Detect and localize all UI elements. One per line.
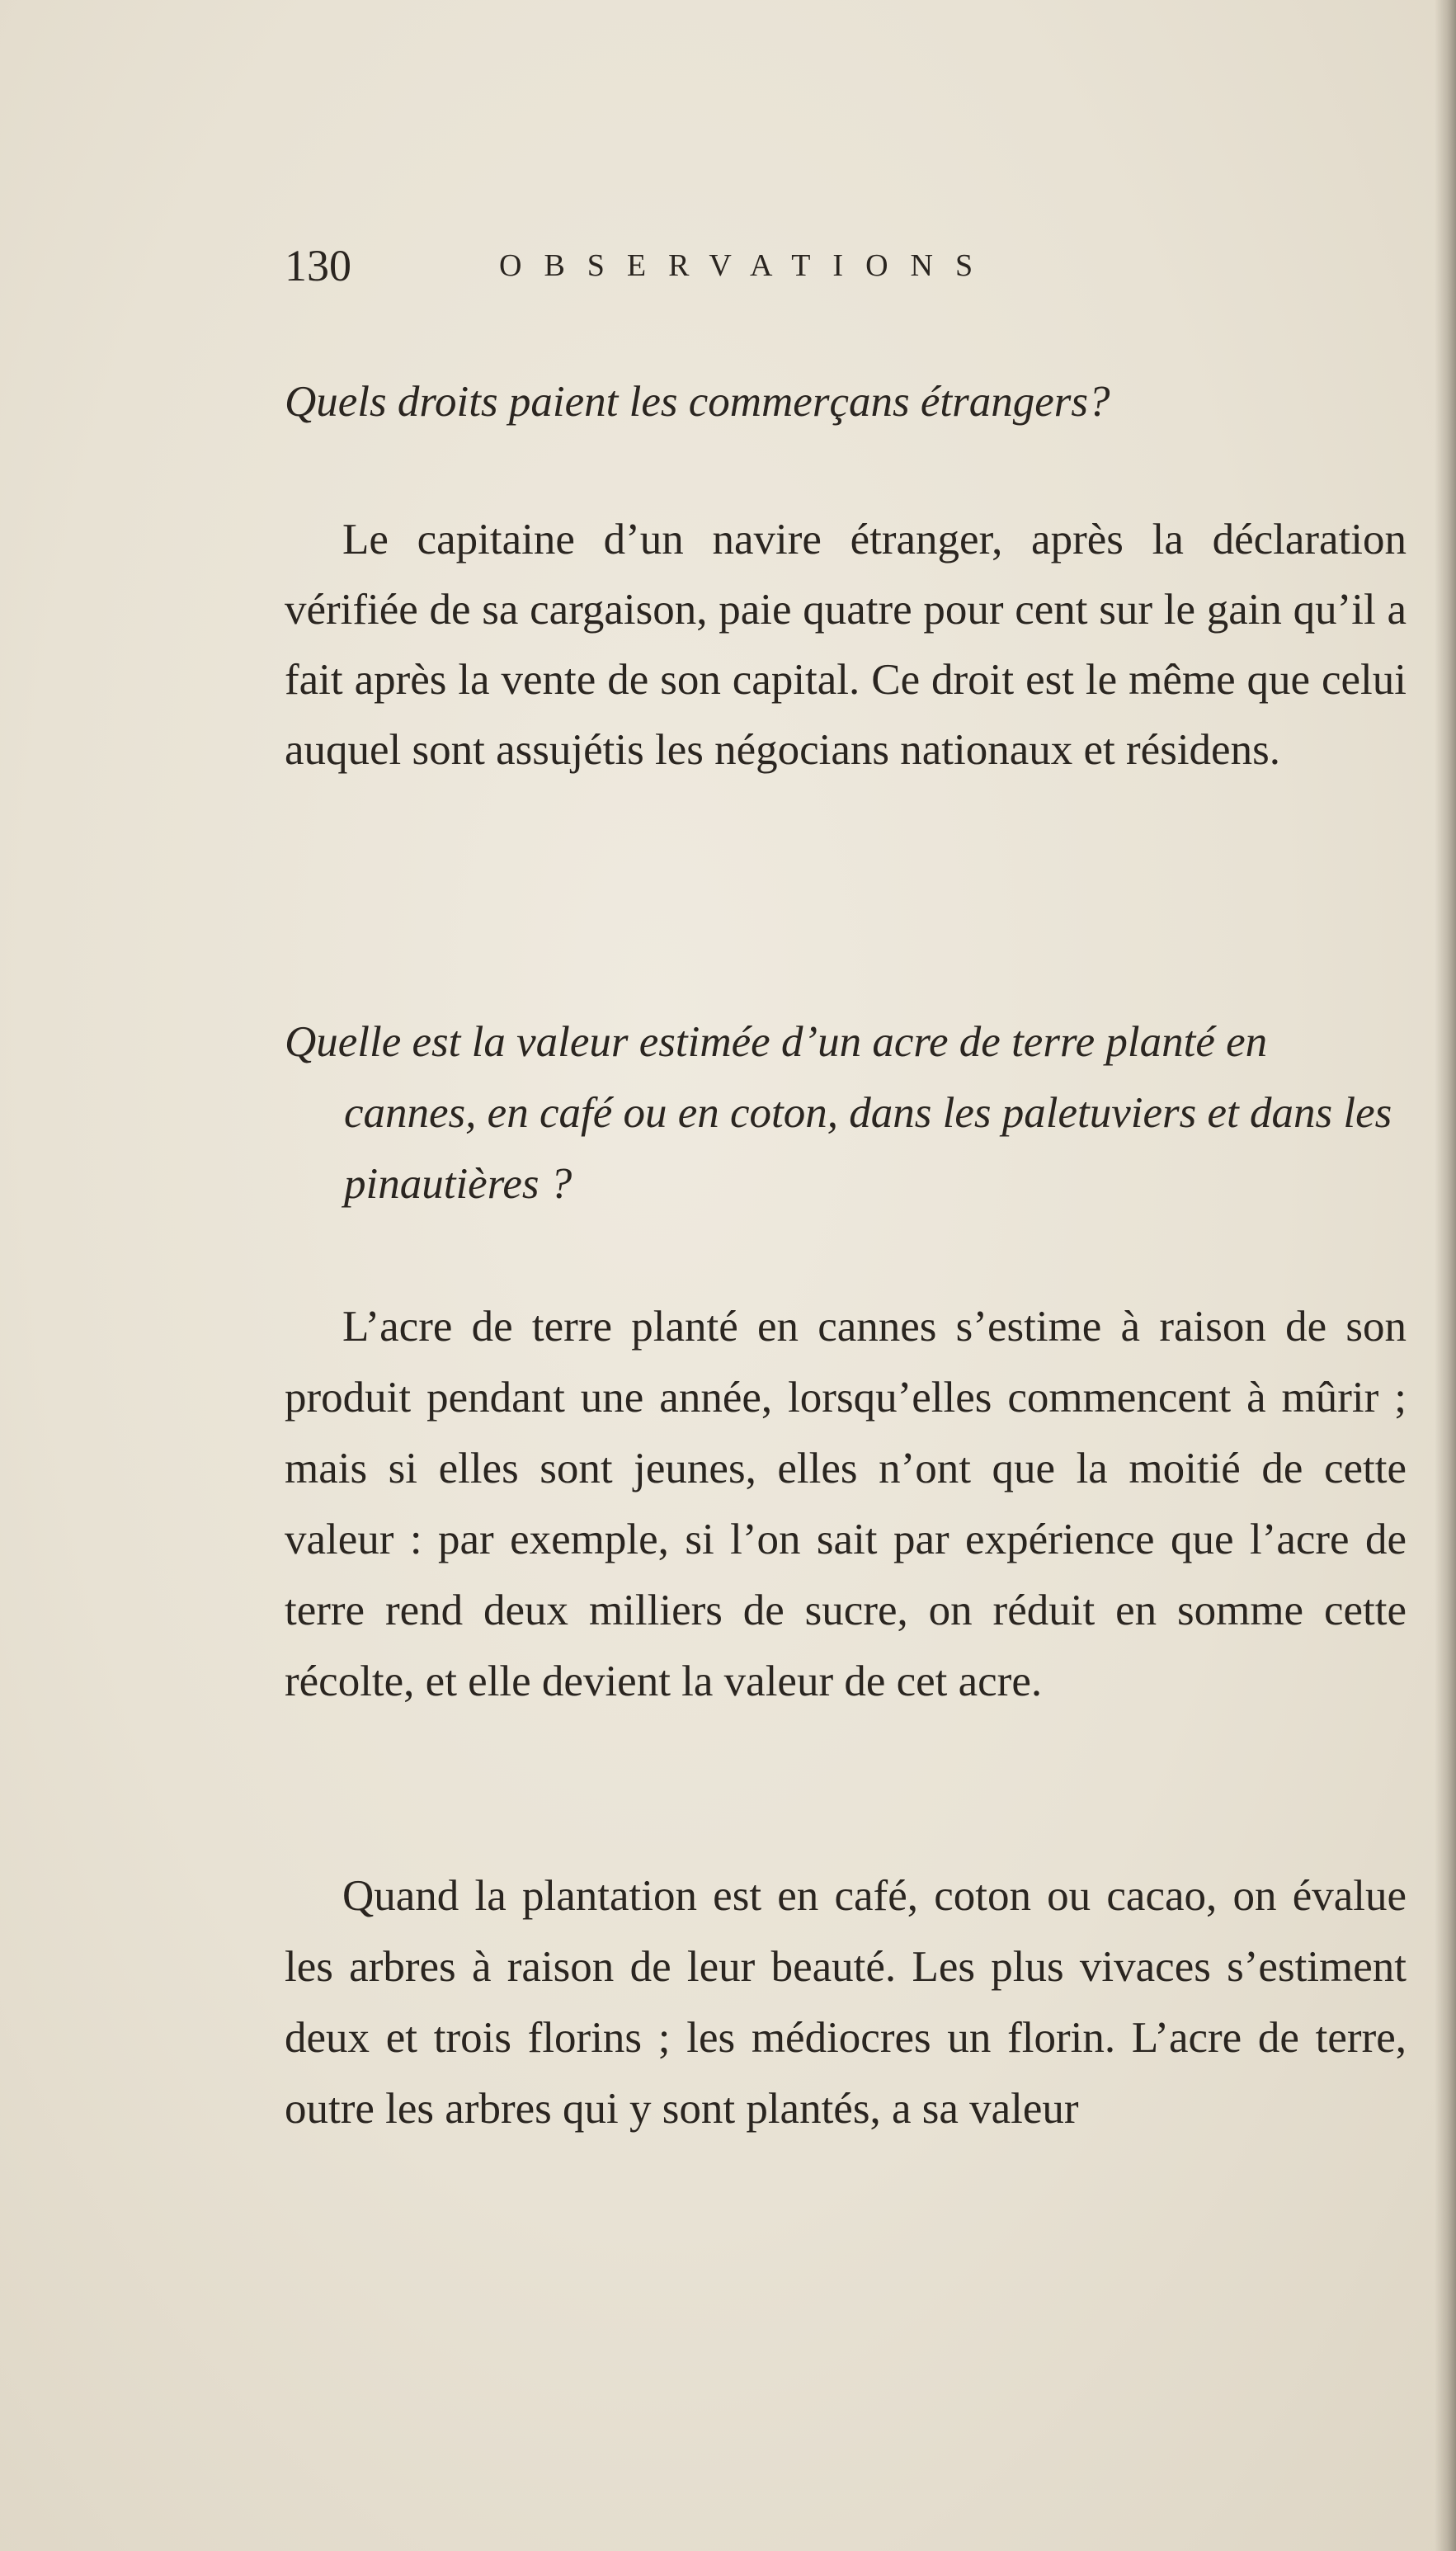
running-head (285, 233, 1192, 299)
question-heading: Quelle est la valeur estimée d’un acre de terre planté en cannes, en café ou en coton, dans les paletuviers et dans les pinautières ? (285, 1018, 1392, 1208)
answer-paragraph: Le capitaine d’un navire étranger, après la déclaration vérifiée de sa cargaison, paie quatre pour cent sur le gain qu’il a fait après la vente de son capital. Ce droit est le même que celui auquel sont assujétis les négocians nationaux et résidens. (285, 516, 1407, 774)
running-title: OBSERVATIONS (499, 248, 996, 283)
page-number: 130 (285, 241, 351, 290)
question-heading: Quels droits paient les commerçans étrangers? (285, 378, 1110, 426)
answer-paragraph: L’acre de terre planté en cannes s’estime à raison de son produit pendant une année, lorsqu’elles commencent à mûrir ; mais si elles sont jeunes, elles n’ont que la moitié de cette valeur : par exemple, si l’on sait par expérience que l’acre de terre rend deux milliers de sucre, on réduit en somme cette récolte, et elle devient la valeur de cet acre. (285, 1303, 1407, 1705)
answer-paragraph: Quand la plantation est en café, coton ou cacao, on évalue les arbres à raison de leur beauté. Les plus vivaces s’estiment deux et trois florins ; les médiocres un florin. L’acre de terre, outre les arbres qui y sont plantés, a sa valeur (285, 1872, 1407, 2133)
page-edge-shadow (1435, 0, 1456, 2551)
